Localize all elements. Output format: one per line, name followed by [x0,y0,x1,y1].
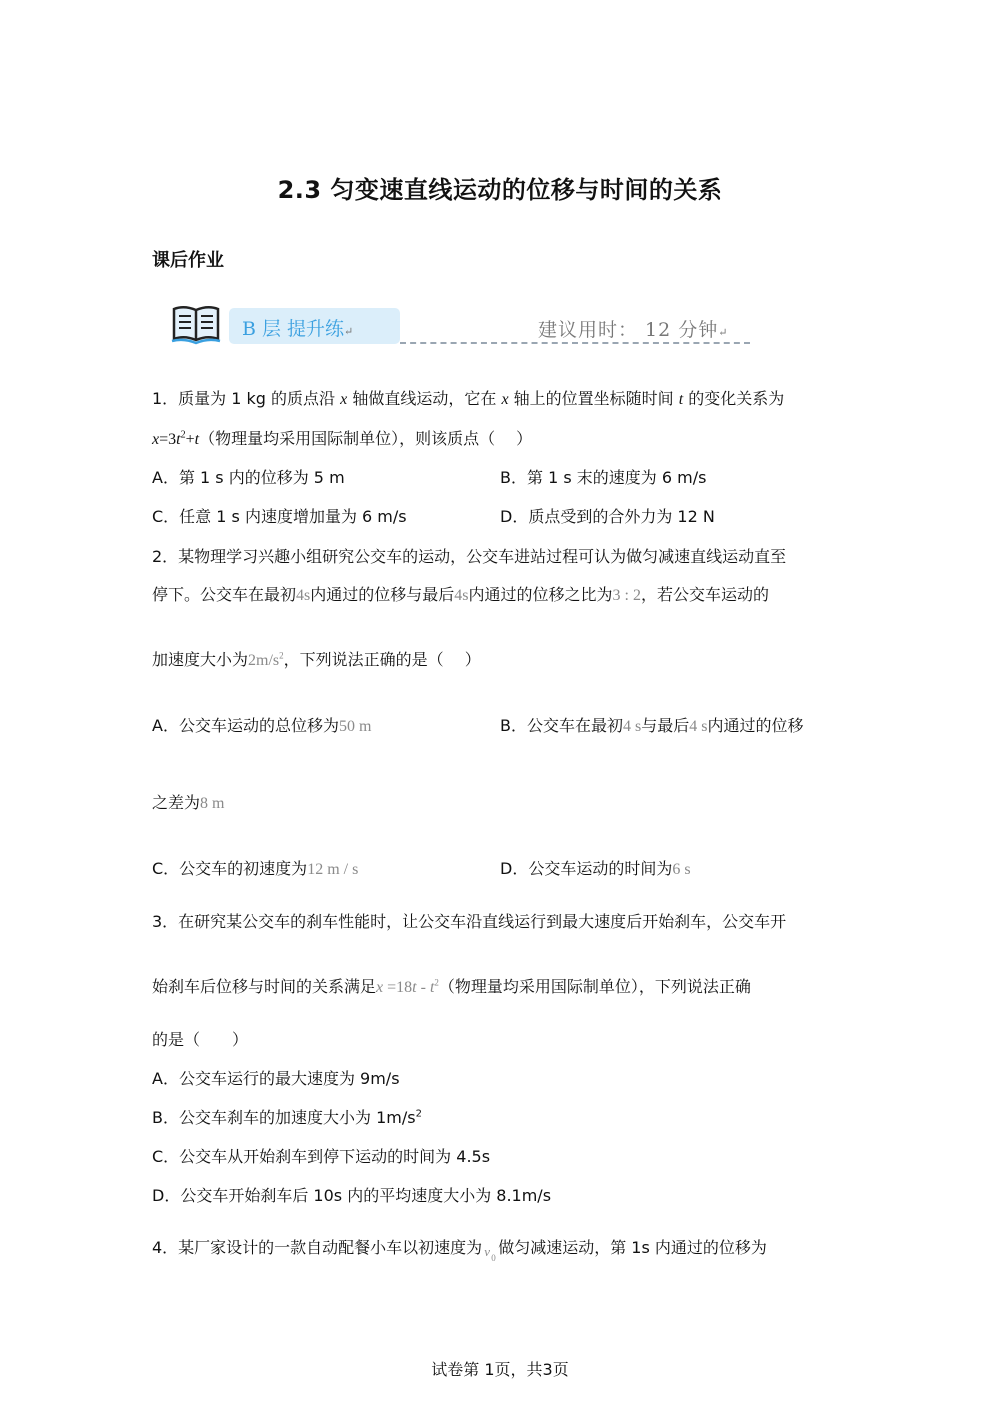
q1-stem-line1: 1．质量为 1 kg 的质点沿 x 轴做直线运动，它在 x 轴上的位置坐标随时间 t 的变化关系为 [152,389,785,408]
q1-option-a: A．第 1 s 内的位移为 5 m [152,468,345,487]
banner-time-label: 建议用时： 12 分钟↵ [538,319,729,341]
q4-stem-line1: 4．某厂家设计的一款自动配餐小车以初速度为 v 0 做匀减速运动，第 1s 内通过的位移为 [152,1238,767,1263]
q3-option-b: B．公交车刹车的加速度大小为 $1m/s^2$ [152,1108,422,1127]
q2-option-c: C．公交车的初速度为12 m / s [152,859,359,878]
q1-stem-line2: $x=3t^2+t$（物理量均采用国际制单位），则该质点（ ） [152,429,533,448]
q2-stem-line1: 2．某物理学习兴趣小组研究公交车的运动，公交车进站过程可认为做匀减速直线运动直至 [152,547,787,566]
q3-option-a: A．公交车运行的最大速度为 9m/s [152,1069,400,1088]
banner-divider [400,342,750,344]
q2-option-b: B．公交车在最初4 s与最后4 s内通过的位移 [500,716,804,735]
q2-stem-line2: 停下。公交车在最初4s内通过的位移与最后4s内通过的位移之比为3 : 2，若公交车运动的 [152,585,769,604]
page-title: 2.3 匀变速直线运动的位移与时间的关系 [277,176,723,204]
q3-option-c: C．公交车从开始刹车到停下运动的时间为 4.5s [152,1147,491,1166]
section-heading: 课后作业 [152,250,224,271]
q3-stem-line1: 3．在研究某公交车的刹车性能时，让公交车沿直线运行到最大速度后开始刹车，公交车开 [152,912,787,931]
q2-option-d: D．公交车运动的时间为6 s [500,859,691,878]
banner-level-label: B 层 提升练↵ [242,318,354,340]
q2-option-a: A．公交车运动的总位移为50 m [152,716,372,735]
page-footer: 试卷第 1页，共3页 [431,1360,569,1379]
q1-option-c: C．任意 1 s 内速度增加量为 6 m/s [152,507,407,526]
q2-option-b-continued: 之差为8 m [152,793,225,812]
open-book-icon [170,303,222,345]
q1-option-d: D．质点受到的合外力为 12 N [500,507,715,526]
q1-option-b: B．第 1 s 末的速度为 6 m/s [500,468,707,487]
q3-option-d: D．公交车开始刹车后 10s 内的平均速度大小为 8.1m/s [152,1186,552,1205]
q3-equation: $x =18t - t^2$ [376,977,439,996]
q3-stem-line3: 的是（ ） [152,1030,249,1049]
q2-stem-line3: 加速度大小为$2m/s^2$，下列说法正确的是（ ） [152,650,481,669]
q3-stem-line2: 始刹车后位移与时间的关系满足$x =18t - t^2$（物理量均采用国际制单位），下列说法正确 [152,977,751,996]
q1-equation: $x=3t^2+t$ [152,429,200,448]
